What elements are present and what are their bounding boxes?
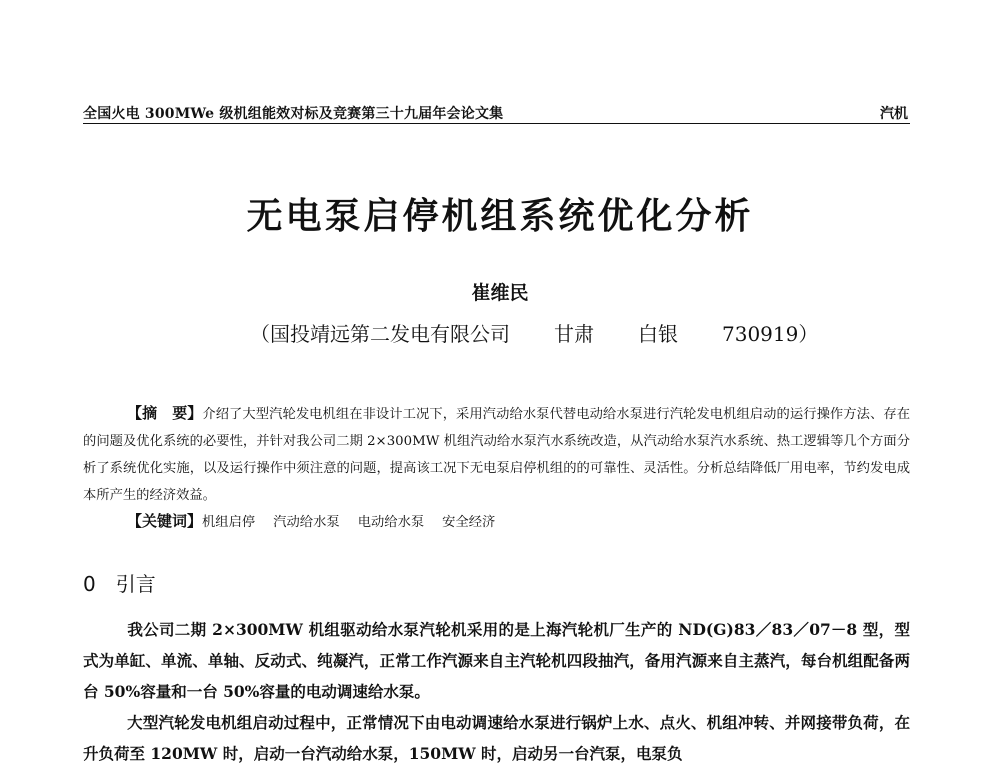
abstract-text: 介绍了大型汽轮发电机组在非设计工况下，采用汽动给水泵代替电动给水泵进行汽轮发电机组启动的运行操作方法、存在的问题及优化系统的必要性，并针对我公司二期 2×300MW 机组汽动给水泵汽水系统改造，从汽动给水泵汽水系统、热工逻辑等几个方面分析了系统优化实施，以及运行操作中须注意的问题，提高该工况下无电泵启停机组的的可靠性、灵活性。分析总结降低厂用电率，节约发电成本所产生的经济效益。 (83, 407, 910, 503)
abstract-label: 【摘 要】 (127, 404, 203, 422)
keyword-item: 安全经济 (442, 515, 496, 530)
keywords-label: 【关键词】 (127, 512, 203, 530)
body-paragraph (83, 614, 910, 707)
affiliation-city: 白银 (638, 322, 678, 346)
header-proceedings-title: 全国火电 300MWe 级机组能效对标及竞赛第三十九届年会论文集 (83, 106, 504, 122)
affiliation-open-paren: （ (250, 322, 270, 346)
affiliation-postcode: 730919 (722, 322, 799, 346)
paper-title: 无电泵启停机组系统优化分析 (246, 196, 754, 237)
keyword-item: 电动给水泵 (357, 515, 425, 530)
keyword-item: 机组启停 (202, 515, 256, 530)
body-paragraph-1-text: 我公司二期 2×300MW 机组驱动给水泵汽轮机采用的是上海汽轮机厂生产的 ND(G)83／83／07－8 型，型式为单缸、单流、单轴、反动式、纯凝汽，正常工作汽源来自主汽轮机四段抽汽，备用汽源来自主蒸汽，每台机组配备两台 50%容量和一台 50%容量的电动调速给水泵。 (83, 620, 910, 701)
body-text (83, 614, 910, 769)
keyword-item: 汽动给水泵 (273, 515, 340, 530)
affiliation-close-paren: ） (798, 322, 819, 346)
author-affiliation (250, 318, 818, 347)
section-heading (83, 568, 156, 597)
keywords (83, 508, 910, 536)
author-name: 崔维民 (471, 282, 529, 304)
section-number: 0 (83, 572, 96, 596)
body-paragraph-2-text: 大型汽轮发电机组启动过程中，正常情况下由电动调速给水泵进行锅炉上水、点火、机组冲转、并网接带负荷，在升负荷至 120MW 时，启动一台汽动给水泵，150MW 时，启动另一台汽泵，电泵负 (83, 713, 910, 763)
header-section-label: 汽机 (880, 106, 908, 122)
section-title: 引言 (115, 572, 156, 596)
running-header (83, 101, 910, 124)
affiliation-org: 国投靖远第二发电有限公司 (270, 322, 510, 346)
affiliation-province: 甘肃 (554, 322, 594, 346)
abstract (83, 400, 910, 509)
